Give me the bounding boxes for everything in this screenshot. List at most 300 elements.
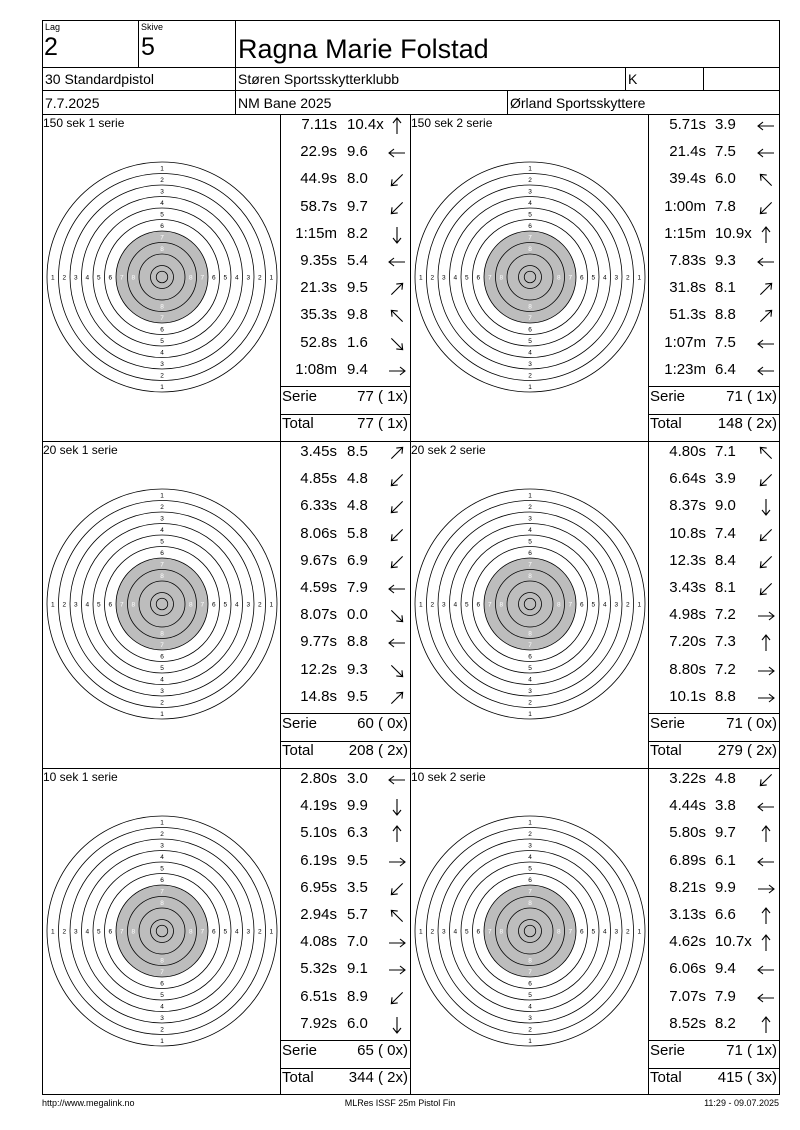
ring-number: 5	[96, 928, 101, 936]
shot-row	[648, 824, 779, 851]
organizer-name: Ørland Sportsskyttere	[510, 95, 646, 111]
shot-direction-arrow-icon	[387, 633, 407, 653]
shot-time: 8.21s	[669, 878, 706, 896]
shot-score: 7.8	[715, 197, 736, 215]
shot-row	[648, 334, 779, 361]
shot-row	[648, 143, 779, 170]
ring-number: 1	[528, 492, 532, 500]
lag-label: Lag	[45, 22, 61, 32]
shot-direction-arrow-icon	[387, 334, 407, 354]
serie-value: 71 ( 0x)	[726, 715, 777, 732]
shot-row	[648, 225, 779, 252]
ring-number: 4	[234, 928, 239, 936]
ring-number: 1	[160, 710, 164, 718]
ring-number: 6	[528, 222, 532, 230]
shot-direction-arrow-icon	[756, 116, 776, 136]
ring-number: 2	[625, 928, 630, 936]
shot-direction-arrow-icon	[387, 225, 407, 245]
ring-number: 5	[160, 337, 164, 345]
ring-number: 6	[108, 601, 113, 609]
shot-time: 10.8s	[669, 524, 706, 542]
shot-time: 6.51s	[300, 987, 337, 1005]
shot-score: 4.8	[347, 497, 368, 515]
shot-row	[648, 497, 779, 524]
shot-time: 22.9s	[300, 143, 337, 161]
footer-timestamp: 11:29 - 09.07.2025	[704, 1098, 779, 1108]
ring-number: 4	[160, 853, 164, 861]
ring-number: 3	[246, 274, 251, 282]
total-row	[648, 1069, 779, 1096]
shot-direction-arrow-icon	[756, 470, 776, 490]
shot-score: 7.2	[715, 606, 736, 624]
shot-direction-arrow-icon	[387, 770, 407, 790]
ring-number: 7	[528, 641, 532, 649]
ring-number: 4	[160, 349, 164, 357]
ring-number: 2	[257, 274, 262, 282]
shot-time: 4.98s	[669, 606, 706, 624]
shot-direction-arrow-icon	[387, 797, 407, 817]
serie-value: 77 ( 1x)	[357, 388, 408, 405]
ring-number: 2	[62, 928, 67, 936]
serie-value: 71 ( 1x)	[726, 1042, 777, 1059]
ring-number: 2	[528, 1026, 532, 1034]
shot-row	[280, 306, 410, 333]
shot-direction-arrow-icon	[387, 879, 407, 899]
shot-row	[648, 198, 779, 225]
shooter-name: Ragna Marie Folstad	[238, 34, 489, 64]
ring-number: 6	[528, 653, 532, 661]
shot-time: 9.67s	[300, 551, 337, 569]
shot-row	[648, 170, 779, 197]
shot-score: 4.8	[347, 470, 368, 488]
ring-number: 7	[528, 234, 532, 242]
shot-time: 31.8s	[669, 279, 706, 297]
ring-number: 5	[160, 991, 164, 999]
shot-time: 4.80s	[669, 443, 706, 460]
ring-number: 3	[246, 601, 251, 609]
shot-time: 6.64s	[669, 470, 706, 488]
shot-score: 8.5	[347, 443, 368, 460]
shot-direction-arrow-icon	[756, 225, 776, 245]
shot-time: 1:07m	[664, 333, 706, 351]
competition-name: NM Bane 2025	[238, 95, 332, 111]
shot-time: 8.06s	[300, 524, 337, 542]
ring-number: 6	[476, 928, 481, 936]
shot-time: 6.06s	[669, 960, 706, 978]
ring-number: 2	[528, 503, 532, 511]
shot-score: 7.3	[715, 633, 736, 651]
ring-number: 7	[160, 888, 164, 896]
ring-number: 7	[568, 601, 573, 609]
ring-number: 8	[131, 601, 136, 609]
shot-time: 3.22s	[669, 770, 706, 787]
shot-time: 1:15m	[295, 224, 337, 242]
shot-time: 3.45s	[300, 443, 337, 460]
shot-direction-arrow-icon	[387, 661, 407, 681]
shot-direction-arrow-icon	[387, 688, 407, 708]
shot-direction-arrow-icon	[756, 552, 776, 572]
panel-title: 150 sek 1 serie	[43, 116, 125, 130]
serie-divider	[280, 1040, 410, 1041]
ring-number: 6	[528, 876, 532, 884]
ring-number: 3	[441, 601, 446, 609]
shot-time: 1:08m	[295, 360, 337, 378]
shot-score: 9.5	[347, 851, 368, 869]
ring-number: 2	[257, 928, 262, 936]
ring-number: 3	[614, 274, 619, 282]
serie-row	[648, 1042, 779, 1069]
panel-title: 150 sek 2 serie	[411, 116, 493, 130]
ring-number: 7	[487, 928, 492, 936]
shot-score: 8.0	[347, 170, 368, 188]
ring-number: 4	[160, 676, 164, 684]
shot-direction-arrow-icon	[756, 852, 776, 872]
shot-time: 5.80s	[669, 824, 706, 842]
shot-row	[280, 170, 410, 197]
ring-number: 5	[223, 601, 228, 609]
ring-number: 8	[188, 601, 193, 609]
shot-score: 9.7	[715, 824, 736, 842]
shot-row	[648, 252, 779, 279]
ring-number: 4	[85, 928, 90, 936]
shot-score: 9.4	[715, 960, 736, 978]
ring-number: 7	[568, 274, 573, 282]
footer-url[interactable]: http://www.megalink.no	[42, 1098, 135, 1108]
ring-number: 2	[160, 176, 164, 184]
ring-number: 3	[73, 928, 78, 936]
shot-direction-arrow-icon	[756, 879, 776, 899]
ring-number: 3	[160, 687, 164, 695]
ring-number: 1	[418, 928, 423, 936]
shot-row	[648, 606, 779, 633]
ring-number: 5	[591, 928, 596, 936]
ring-number: 7	[528, 888, 532, 896]
serie-row	[648, 715, 779, 742]
shot-score: 8.8	[715, 306, 736, 324]
ring-number: 1	[50, 601, 55, 609]
ring-number: 3	[160, 360, 164, 368]
serie-value: 65 ( 0x)	[357, 1042, 408, 1059]
target-face	[410, 157, 650, 397]
ring-number: 5	[528, 211, 532, 219]
ring-number: 5	[160, 211, 164, 219]
ring-number: 7	[200, 928, 205, 936]
shot-time: 8.37s	[669, 497, 706, 515]
ring-number: 5	[96, 274, 101, 282]
serie-row	[280, 1042, 410, 1069]
ring-number: 4	[602, 274, 607, 282]
total-label: Total	[282, 415, 314, 433]
ring-number: 1	[528, 819, 532, 827]
ring-number: 6	[211, 601, 216, 609]
total-value: 415 ( 3x)	[717, 1069, 777, 1087]
total-value: 148 ( 2x)	[717, 415, 777, 433]
shot-score: 9.9	[715, 878, 736, 896]
shot-time: 8.52s	[669, 1014, 706, 1032]
shot-time: 7.83s	[669, 252, 706, 269]
ring-number: 2	[625, 601, 630, 609]
shot-row	[648, 661, 779, 688]
ring-number: 1	[160, 1037, 164, 1045]
shot-row	[280, 443, 410, 470]
shot-score: 9.6	[347, 143, 368, 161]
serie-divider	[648, 713, 779, 714]
ring-number: 6	[211, 928, 216, 936]
ring-number: 1	[528, 383, 532, 391]
ring-number: 1	[160, 383, 164, 391]
panel-title: 10 sek 2 serie	[411, 770, 486, 784]
ring-number: 5	[528, 337, 532, 345]
ring-number: 4	[234, 274, 239, 282]
shot-time: 4.59s	[300, 579, 337, 596]
ring-number: 8	[188, 928, 193, 936]
shot-row	[280, 661, 410, 688]
shot-row	[280, 198, 410, 225]
shot-direction-arrow-icon	[387, 525, 407, 545]
total-label: Total	[650, 742, 682, 760]
shot-time: 7.07s	[669, 987, 706, 1005]
ring-number: 5	[528, 664, 532, 672]
ring-number: 5	[464, 274, 469, 282]
ring-number: 6	[108, 274, 113, 282]
shot-row	[648, 552, 779, 579]
ring-number: 3	[528, 687, 532, 695]
ring-number: 4	[85, 601, 90, 609]
shot-time: 12.3s	[669, 551, 706, 569]
shot-direction-arrow-icon	[756, 770, 776, 790]
shot-row	[280, 1015, 410, 1042]
shot-row	[648, 361, 779, 388]
shot-time: 7.92s	[300, 1014, 337, 1032]
ring-number: 2	[528, 372, 532, 380]
panel-title: 20 sek 2 serie	[411, 443, 486, 457]
total-value: 279 ( 2x)	[717, 742, 777, 760]
ring-number: 7	[487, 601, 492, 609]
ring-number: 3	[160, 188, 164, 196]
shot-time: 9.35s	[300, 252, 337, 269]
ring-number: 7	[160, 968, 164, 976]
shot-row	[648, 579, 779, 606]
ring-number: 8	[556, 928, 561, 936]
shot-row	[648, 633, 779, 660]
ring-number: 2	[430, 601, 435, 609]
shot-score: 10.4x	[347, 116, 384, 133]
shot-row	[280, 906, 410, 933]
shot-time: 2.80s	[300, 770, 337, 787]
ring-number: 8	[160, 630, 164, 638]
ring-number: 2	[160, 830, 164, 838]
ring-number: 1	[637, 274, 642, 282]
ring-number: 3	[528, 842, 532, 850]
shot-row	[648, 960, 779, 987]
shot-row	[280, 933, 410, 960]
shot-direction-arrow-icon	[387, 824, 407, 844]
shot-score: 9.5	[347, 687, 368, 705]
ring-number: 4	[528, 526, 532, 534]
shot-direction-arrow-icon	[387, 306, 407, 326]
ring-number: 2	[160, 372, 164, 380]
shot-row	[648, 906, 779, 933]
shot-row	[648, 306, 779, 333]
shot-direction-arrow-icon	[756, 797, 776, 817]
target-face	[42, 811, 282, 1051]
shot-direction-arrow-icon	[756, 933, 776, 953]
shot-direction-arrow-icon	[756, 443, 776, 463]
ring-number: 7	[200, 274, 205, 282]
ring-number: 6	[211, 274, 216, 282]
shot-direction-arrow-icon	[756, 988, 776, 1008]
shot-direction-arrow-icon	[756, 960, 776, 980]
shot-time: 2.94s	[300, 906, 337, 923]
shot-time: 12.2s	[300, 660, 337, 678]
ring-number: 6	[476, 601, 481, 609]
shot-score: 4.8	[715, 770, 736, 787]
shot-row	[280, 852, 410, 879]
ring-number: 3	[73, 274, 78, 282]
ring-number: 1	[418, 274, 423, 282]
ring-number: 1	[160, 819, 164, 827]
shot-time: 6.33s	[300, 497, 337, 515]
shot-row	[280, 797, 410, 824]
shot-score: 6.1	[715, 851, 736, 869]
ring-number: 8	[160, 245, 164, 253]
shot-score: 5.4	[347, 252, 368, 269]
ring-number: 6	[160, 876, 164, 884]
ring-number: 3	[160, 842, 164, 850]
shot-row	[280, 552, 410, 579]
ring-number: 8	[160, 899, 164, 907]
shot-row	[648, 525, 779, 552]
ring-number: 8	[499, 601, 504, 609]
shot-time: 9.77s	[300, 633, 337, 651]
shot-row	[280, 770, 410, 797]
shot-time: 21.4s	[669, 143, 706, 161]
shot-score: 9.1	[347, 960, 368, 978]
shot-score: 8.4	[715, 551, 736, 569]
shot-direction-arrow-icon	[756, 579, 776, 599]
ring-number: 8	[160, 572, 164, 580]
ring-number: 1	[50, 928, 55, 936]
ring-number: 1	[637, 928, 642, 936]
shot-time: 4.62s	[669, 933, 706, 951]
ring-number: 7	[160, 561, 164, 569]
shot-time: 4.85s	[300, 470, 337, 488]
shot-row	[280, 988, 410, 1015]
shot-time: 1:00m	[664, 197, 706, 215]
shot-direction-arrow-icon	[387, 906, 407, 926]
ring-number: 3	[614, 928, 619, 936]
total-row	[648, 742, 779, 769]
shot-time: 58.7s	[300, 197, 337, 215]
serie-value: 71 ( 1x)	[726, 388, 777, 405]
ring-number: 2	[528, 699, 532, 707]
ring-number: 4	[160, 1003, 164, 1011]
skive-label: Skive	[141, 22, 164, 32]
serie-label: Serie	[282, 1042, 318, 1059]
shot-row	[648, 1015, 779, 1042]
shot-row	[280, 497, 410, 524]
shot-time: 44.9s	[300, 170, 337, 188]
shot-score: 3.9	[715, 470, 736, 488]
shot-direction-arrow-icon	[756, 688, 776, 708]
shot-score: 8.9	[347, 987, 368, 1005]
ring-number: 3	[441, 274, 446, 282]
shot-score: 7.5	[715, 333, 736, 351]
ring-number: 7	[160, 641, 164, 649]
shot-time: 4.19s	[300, 797, 337, 815]
ring-number: 7	[119, 601, 124, 609]
ring-number: 3	[614, 601, 619, 609]
ring-number: 5	[528, 991, 532, 999]
ring-number: 6	[528, 549, 532, 557]
shot-direction-arrow-icon	[756, 525, 776, 545]
shot-row	[280, 960, 410, 987]
ring-number: 4	[528, 199, 532, 207]
shot-row	[280, 688, 410, 715]
shot-direction-arrow-icon	[387, 552, 407, 572]
serie-divider	[648, 386, 779, 387]
ring-number: 4	[602, 928, 607, 936]
shot-row	[280, 252, 410, 279]
shot-score: 7.5	[715, 143, 736, 161]
target-face	[42, 157, 282, 397]
shot-score: 9.8	[347, 306, 368, 324]
shot-direction-arrow-icon	[387, 143, 407, 163]
shot-row	[280, 361, 410, 388]
ring-number: 4	[528, 349, 532, 357]
shot-row	[280, 279, 410, 306]
shot-score: 7.2	[715, 660, 736, 678]
ring-number: 5	[591, 601, 596, 609]
ring-number: 4	[602, 601, 607, 609]
shot-row	[648, 988, 779, 1015]
shot-score: 9.7	[347, 197, 368, 215]
shot-time: 4.08s	[300, 933, 337, 951]
shot-time: 52.8s	[300, 333, 337, 351]
shot-row	[280, 225, 410, 252]
shot-score: 3.8	[715, 797, 736, 815]
shot-direction-arrow-icon	[387, 198, 407, 218]
serie-label: Serie	[650, 388, 686, 405]
shot-score: 7.0	[347, 933, 368, 951]
shot-direction-arrow-icon	[756, 661, 776, 681]
shot-time: 6.95s	[300, 878, 337, 896]
ring-number: 1	[269, 274, 274, 282]
ring-number: 8	[160, 957, 164, 965]
shot-score: 9.0	[715, 497, 736, 515]
shot-row	[648, 933, 779, 960]
ring-number: 4	[453, 274, 458, 282]
ring-number: 5	[223, 928, 228, 936]
shot-score: 5.8	[347, 524, 368, 542]
serie-row	[648, 388, 779, 415]
shot-direction-arrow-icon	[387, 252, 407, 272]
ring-number: 1	[418, 601, 423, 609]
shot-row	[280, 824, 410, 851]
shot-row	[280, 579, 410, 606]
ring-number: 3	[528, 360, 532, 368]
shot-direction-arrow-icon	[387, 933, 407, 953]
ring-number: 3	[528, 188, 532, 196]
ring-number: 7	[568, 928, 573, 936]
shot-time: 3.43s	[669, 579, 706, 596]
ring-number: 6	[528, 980, 532, 988]
shot-direction-arrow-icon	[387, 606, 407, 626]
total-value: 77 ( 1x)	[357, 415, 408, 433]
shot-score: 9.3	[347, 660, 368, 678]
ring-number: 1	[269, 601, 274, 609]
ring-number: 8	[188, 274, 193, 282]
